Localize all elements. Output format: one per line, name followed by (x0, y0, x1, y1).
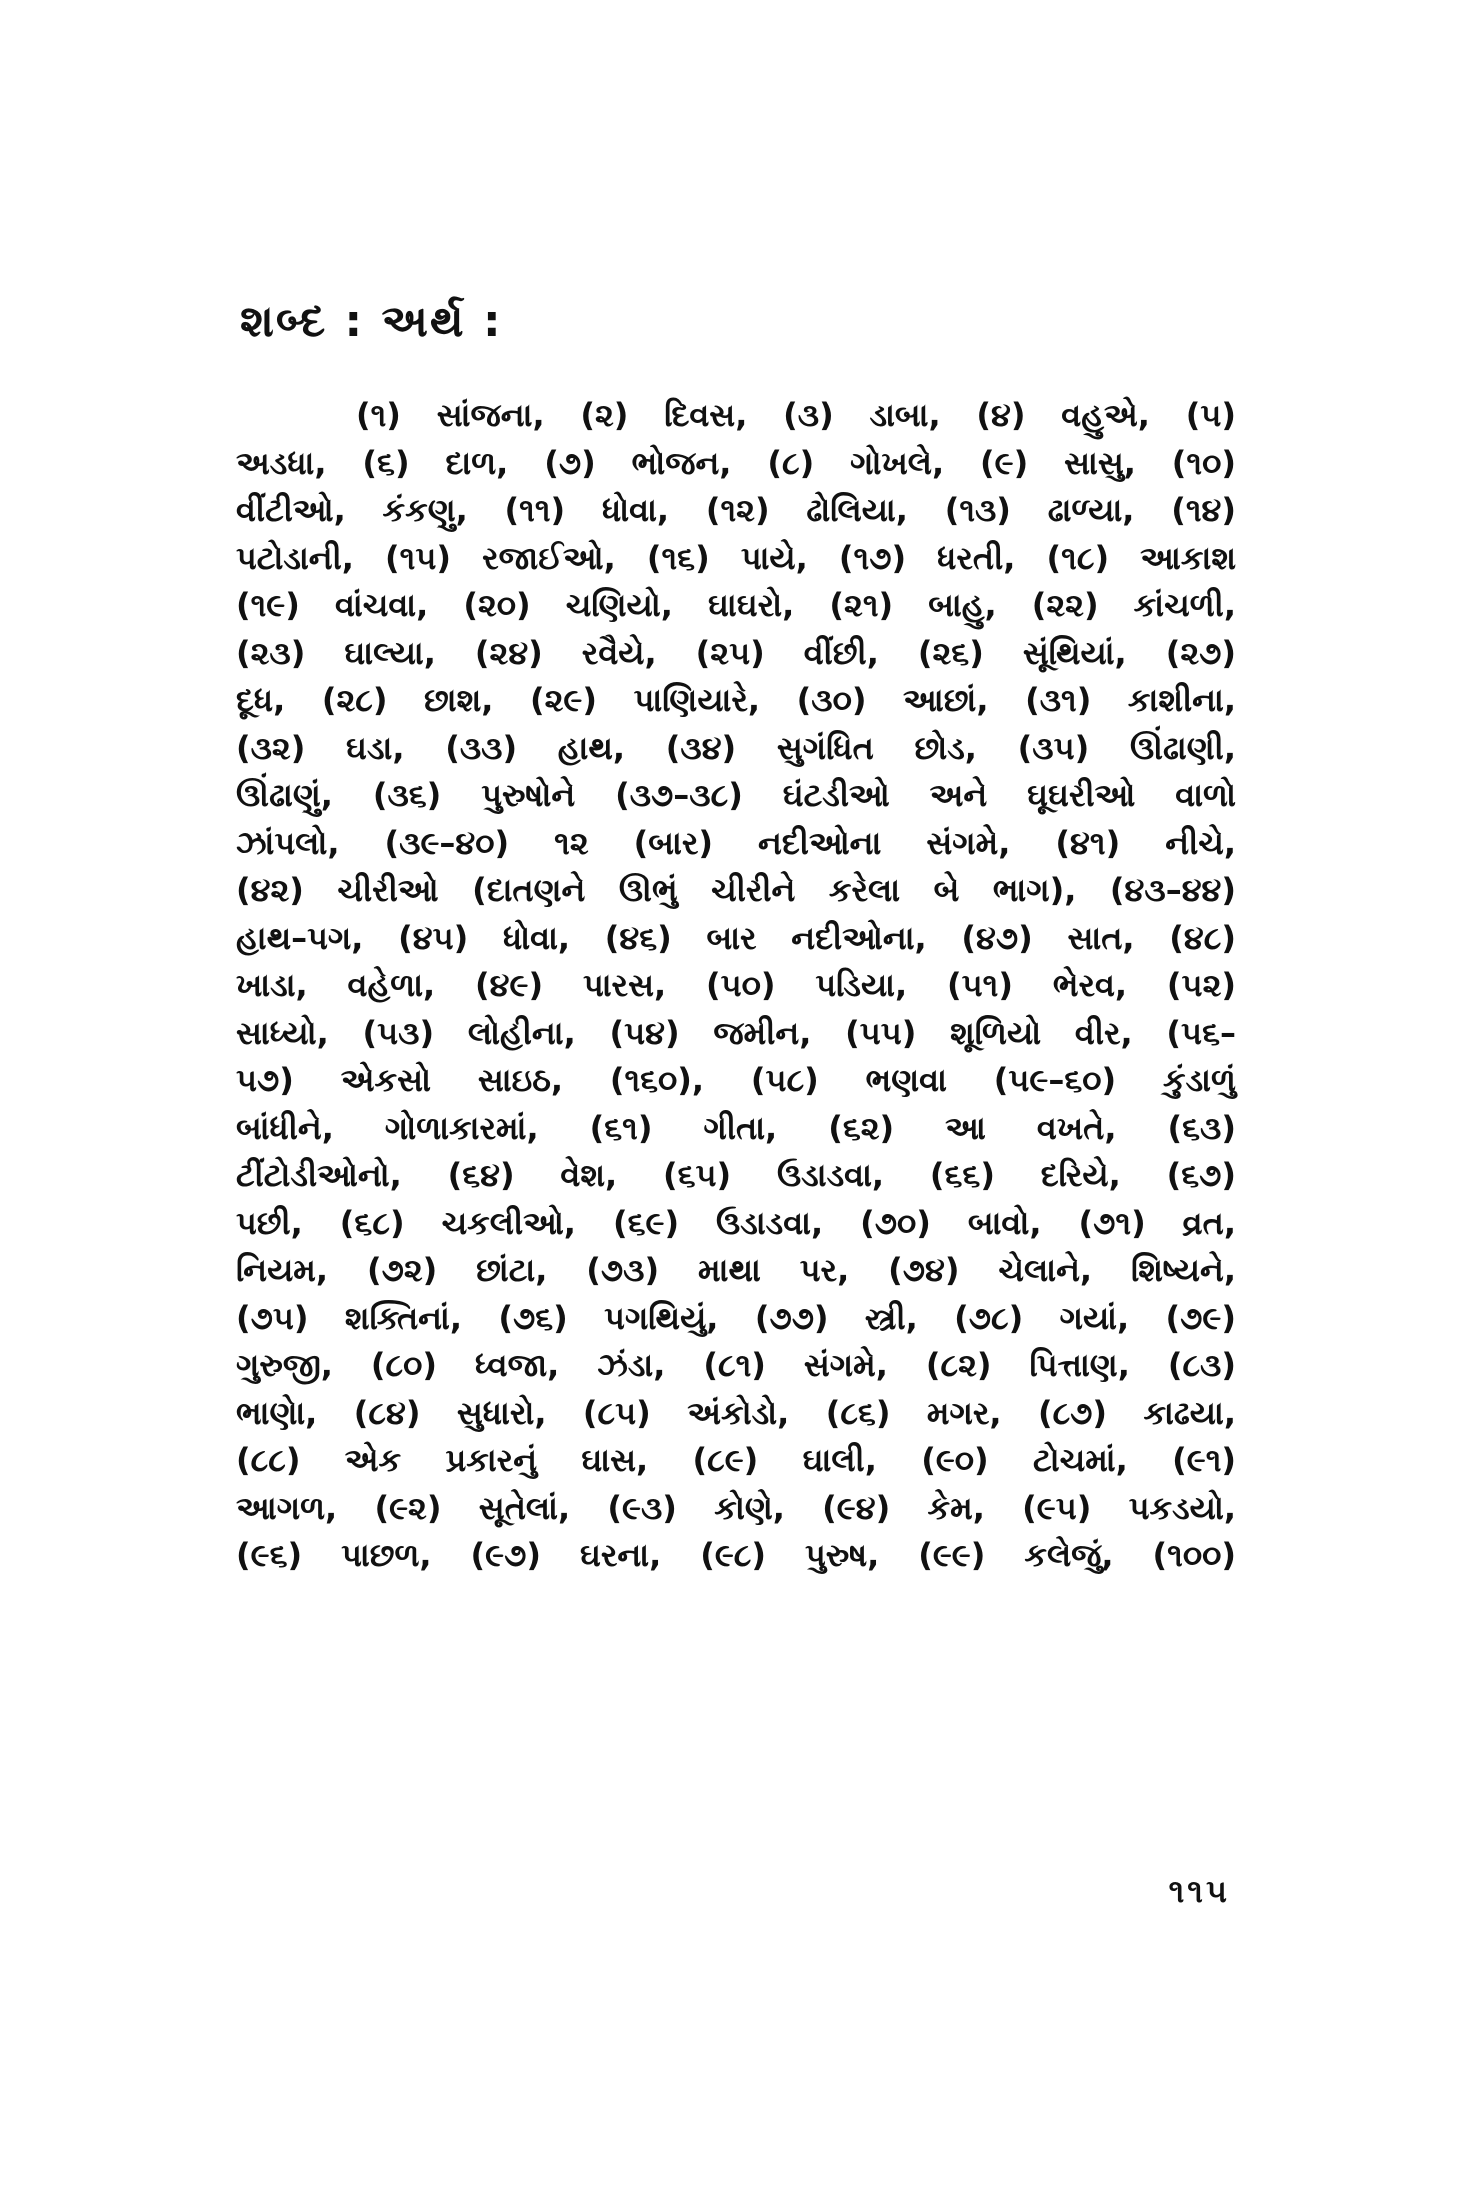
glossary-line: (૮૮) એક પ્રકારનું ઘાસ, (૮૯) ઘાલી, (૯૦) ટોચમાં, (૯૧) (236, 1441, 1236, 1479)
glossary-line: (૪૨) ચીરીઓ (દાતણને ઊભું ચીરીને કરેલા બે ભાગ), (૪૩–૪૪) (236, 871, 1236, 909)
glossary-line: ટીંટોડીઓનો, (૬૪) વેશ, (૬૫) ઉડાડવા, (૬૬) દરિયે, (૬૭) (236, 1156, 1236, 1194)
glossary-line: વીંટીઓ, કંકણુ, (૧૧) ધોવા, (૧૨) ઢોલિયા, (૧૩) ઢાળ્યા, (૧૪) (236, 491, 1236, 529)
glossary-line: (૯૬) પાછળ, (૯૭) ઘરના, (૯૮) પુરુષ, (૯૯) કલેજું, (૧૦૦) (236, 1536, 1236, 1574)
glossary-line: ખાડા, વહેળા, (૪૯) પારસ, (૫૦) પડિયા, (૫૧) ભેરવ, (૫૨) (236, 966, 1236, 1004)
glossary-line: અડધા, (૬) દાળ, (૭) ભોજન, (૮) ગોખલે, (૯) સાસુ, (૧૦) (236, 443, 1236, 482)
glossary-line: ગુરુજી, (૮૦) ધ્વજા, ઝંડા, (૮૧) સંગમે, (૮૨) પિત્તાણ, (૮૩) (236, 1346, 1236, 1384)
glossary-line: પટોડાની, (૧૫) રજાઈઓ, (૧૬) પાયે, (૧૭) ધરતી, (૧૮) આકાશ (236, 538, 1236, 577)
glossary-line: ભાણેા, (૮૪) સુધારો, (૮૫) અંકોડો, (૮૬) મગર, (૮૭) કાઢયા, (236, 1393, 1236, 1432)
glossary-line: (૭૫) શક્તિનાં, (૭૬) પગથિયું, (૭૭) સ્ત્રી, (૭૮) ગયાં, (૭૯) (236, 1298, 1236, 1337)
glossary-line: (૧) સાંજના, (૨) દિવસ, (૩) ડાબા, (૪) વહુએ, (૫) (356, 396, 1236, 434)
glossary-line: હાથ–પગ, (૪૫) ધોવા, (૪૬) બાર નદીઓના, (૪૭) સાત, (૪૮) (236, 918, 1236, 957)
glossary-line: ઝાંપલો, (૩૯–૪૦) ૧૨ (બાર) નદીઓના સંગમે, (૪૧) નીચે, (236, 823, 1236, 862)
glossary-line: પછી, (૬૮) ચકલીઓ, (૬૯) ઉડાડવા, (૭૦) બાવો, (૭૧) વ્રત, (236, 1203, 1236, 1242)
glossary-line: (૨૩) ઘાલ્યા, (૨૪) રવૈયે, (૨૫) વીંછી, (૨૬) સૂંથિયાં, (૨૭) (236, 633, 1236, 672)
glossary-text (236, 392, 1236, 1580)
glossary-line: (૧૯) વાંચવા, (૨૦) ચણિયો, ઘાઘરો, (૨૧) બાહુ, (૨૨) કાંચળી, (236, 586, 1236, 624)
page-number: ૧૧૫ (1168, 1872, 1230, 1910)
glossary-line: બાંધીને, ગોળાકારમાં, (૬૧) ગીતા, (૬૨) આ વખતે, (૬૩) (236, 1108, 1236, 1147)
section-heading: શબ્દ : અર્થ : (240, 296, 503, 347)
glossary-line: ઊંઢાણું, (૩૬) પુરુષોને (૩૭–૩૮) ઘંટડીઓ અને ઘૂઘરીઓ વાળો (236, 776, 1236, 814)
glossary-line: (૩૨) ઘડા, (૩૩) હાથ, (૩૪) સુગંધિત છોડ, (૩૫) ઊંઢાણી, (236, 728, 1236, 767)
glossary-line: ૫૭) એકસો સાઇઠ, (૧૬૦), (૫૮) ભણવા (૫૯–૬૦) કુંડાળું (236, 1061, 1236, 1099)
glossary-line: આગળ, (૯૨) સૂતેલાં, (૯૩) કોણે, (૯૪) કેમ, (૯૫) પકડયો, (236, 1488, 1236, 1527)
glossary-line: નિયમ, (૭૨) છાંટા, (૭૩) માથા પર, (૭૪) ચેલાને, શિષ્યને, (236, 1251, 1236, 1289)
glossary-line: દૂધ, (૨૮) છાશ, (૨૯) પાણિયારે, (૩૦) આછાં, (૩૧) કાશીના, (236, 681, 1236, 719)
glossary-line: સાધ્યો, (૫૩) લોહીના, (૫૪) જમીન, (૫૫) શૂળિયો વીર, (૫૬– (236, 1013, 1236, 1052)
